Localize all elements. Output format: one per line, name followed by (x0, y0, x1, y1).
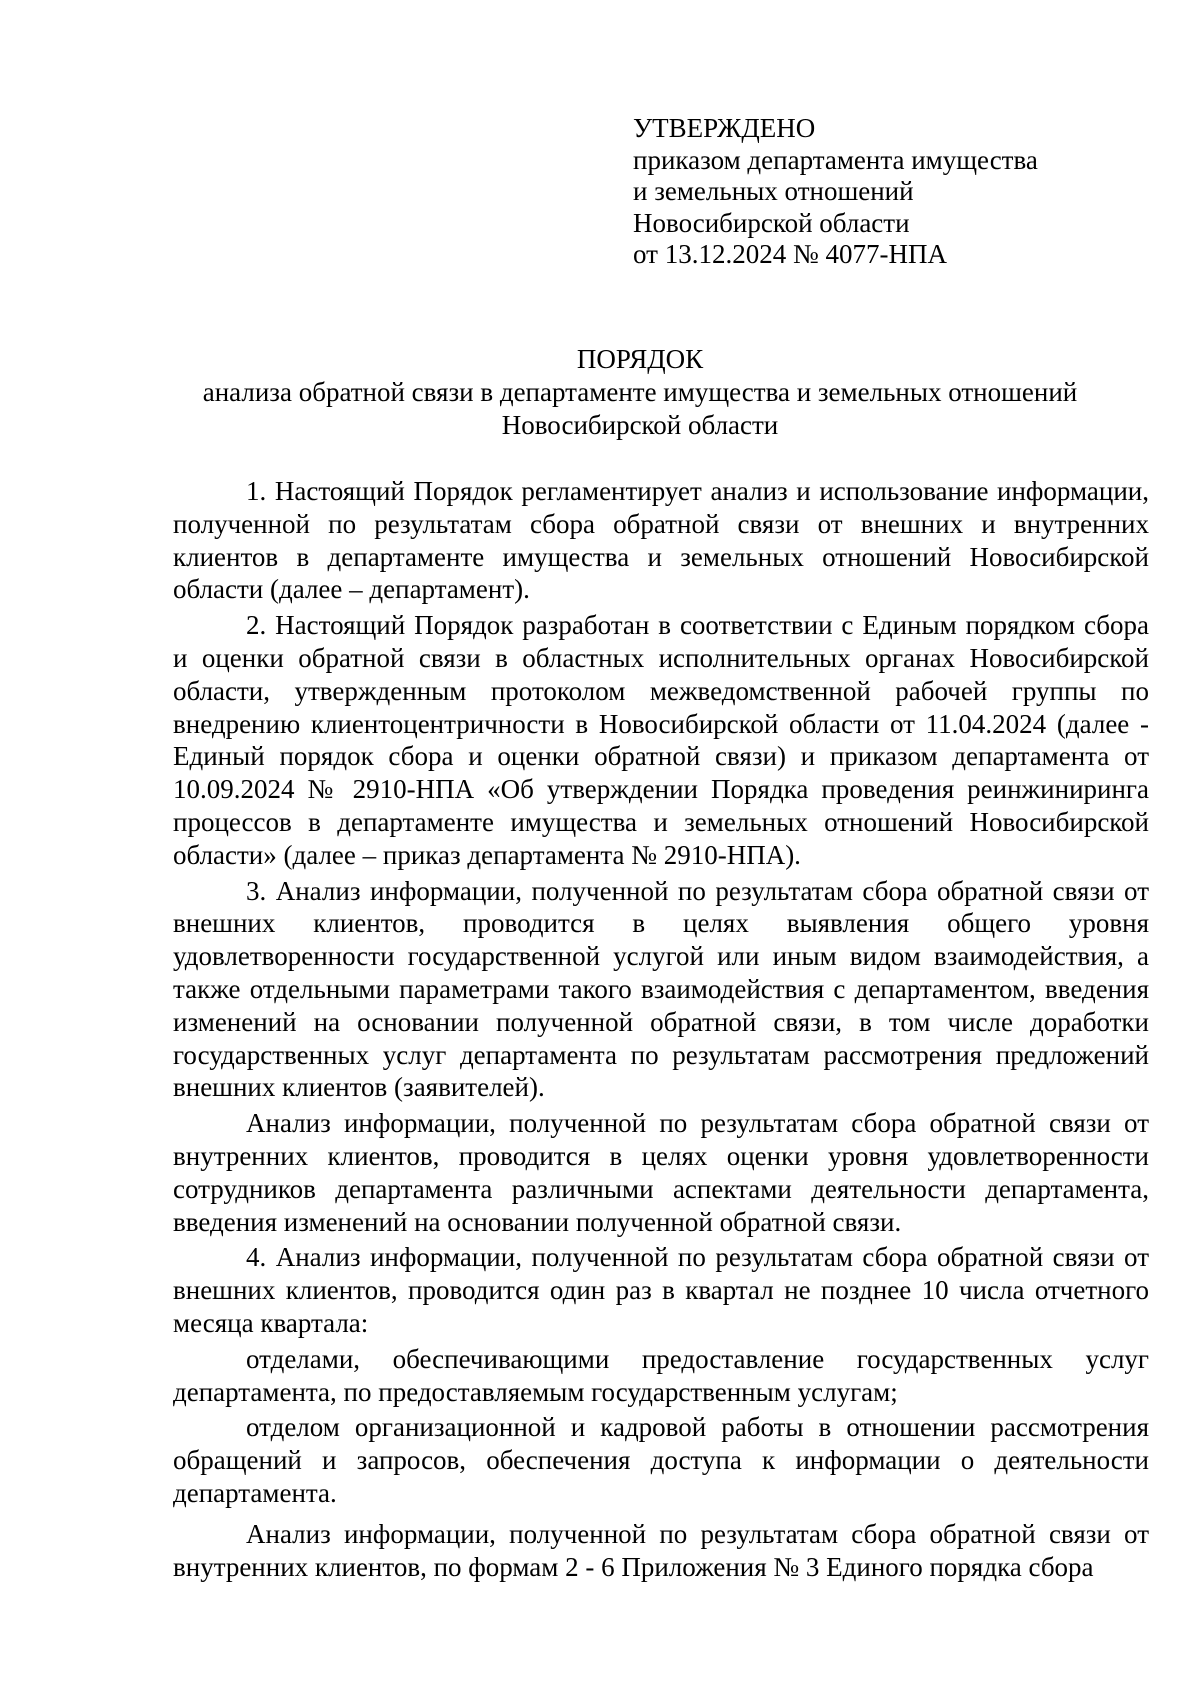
document-title: ПОРЯДОК (576, 344, 704, 374)
approval-heading: УТВЕРЖДЕНО (633, 113, 816, 143)
paragraph-2: 2. Настоящий Порядок разработан в соответствии с Единым порядком сбора и оценки обратной связи в областных исполнительных органах Новосибирской области, утвержденным протоколом межведомственной рабочей группы по внедрению клиентоцентричности в Новосибирской области от 11.04.2024 (далее - Единый порядок сбора и оценки обратной связи) и приказом департамента от 10.09.2024 № 2910-НПА «Об утверждении Порядка проведения реинжиниринга процессов в департаменте имущества и земельных отношений Новосибирской области» (далее – приказ департамента № 2910-НПА). (173, 610, 1149, 870)
paragraph-4-continued: Анализ информации, полученной по результатам сбора обратной связи от внутренних клиентов, по формам 2 - 6 Приложения № 3 Единого порядка сбора (173, 1518, 1149, 1582)
paragraph-3-continued: Анализ информации, полученной по результатам сбора обратной связи от внутренних клиентов, проводится в целях оценки уровня удовлетворенности сотрудников департамента различными аспектами деятельности департамента, введения изменений на основании полученной обратной связи. (173, 1108, 1149, 1237)
paragraph-4-item-1: отделами, обеспечивающими предоставление государственных услуг департамента, по предоставляемым государственным услугам; (173, 1343, 1149, 1407)
paragraph-4-item-2: отделом организационной и кадровой работы в отношении рассмотрения обращений и запросов, обеспечения доступа к информации о деятельности департамента. (173, 1412, 1149, 1508)
document-subtitle: Новосибирской области (501, 410, 779, 440)
approval-line: Новосибирской области (633, 207, 910, 238)
document-title-block (140, 343, 1140, 442)
approval-line: и земельных отношений (633, 176, 914, 206)
approval-date-number: от 13.12.2024 № 4077-НПА (633, 239, 947, 269)
approval-line: приказом департамента имущества (633, 144, 1038, 175)
document-body (173, 475, 1149, 1586)
paragraph-3: 3. Анализ информации, полученной по результатам сбора обратной связи от внешних клиентов, проводится в целях выявления общего уровня удовлетворенности государственной услугой или иным видом взаимодействия, а также отдельными параметрами такого взаимодействия с департаментом, введения изменений на основании полученной обратной связи, в том числе доработки государственных услуг департамента по результатам рассмотрения предложений внешних клиентов (заявителей). (173, 875, 1149, 1103)
paragraph-4: 4. Анализ информации, полученной по результатам сбора обратной связи от внешних клиентов, проводится один раз в квартал не позднее 10 числа отчетного месяца квартала: (173, 1242, 1149, 1338)
document-subtitle: анализа обратной связи в департаменте имущества и земельных отношений (202, 377, 1078, 407)
approval-stamp (633, 113, 1153, 271)
paragraph-1: 1. Настоящий Порядок регламентирует анализ и использование информации, полученной по результатам сбора обратной связи от внешних и внутренних клиентов в департаменте имущества и земельных отношений Новосибирской области (далее – департамент). (173, 476, 1149, 605)
